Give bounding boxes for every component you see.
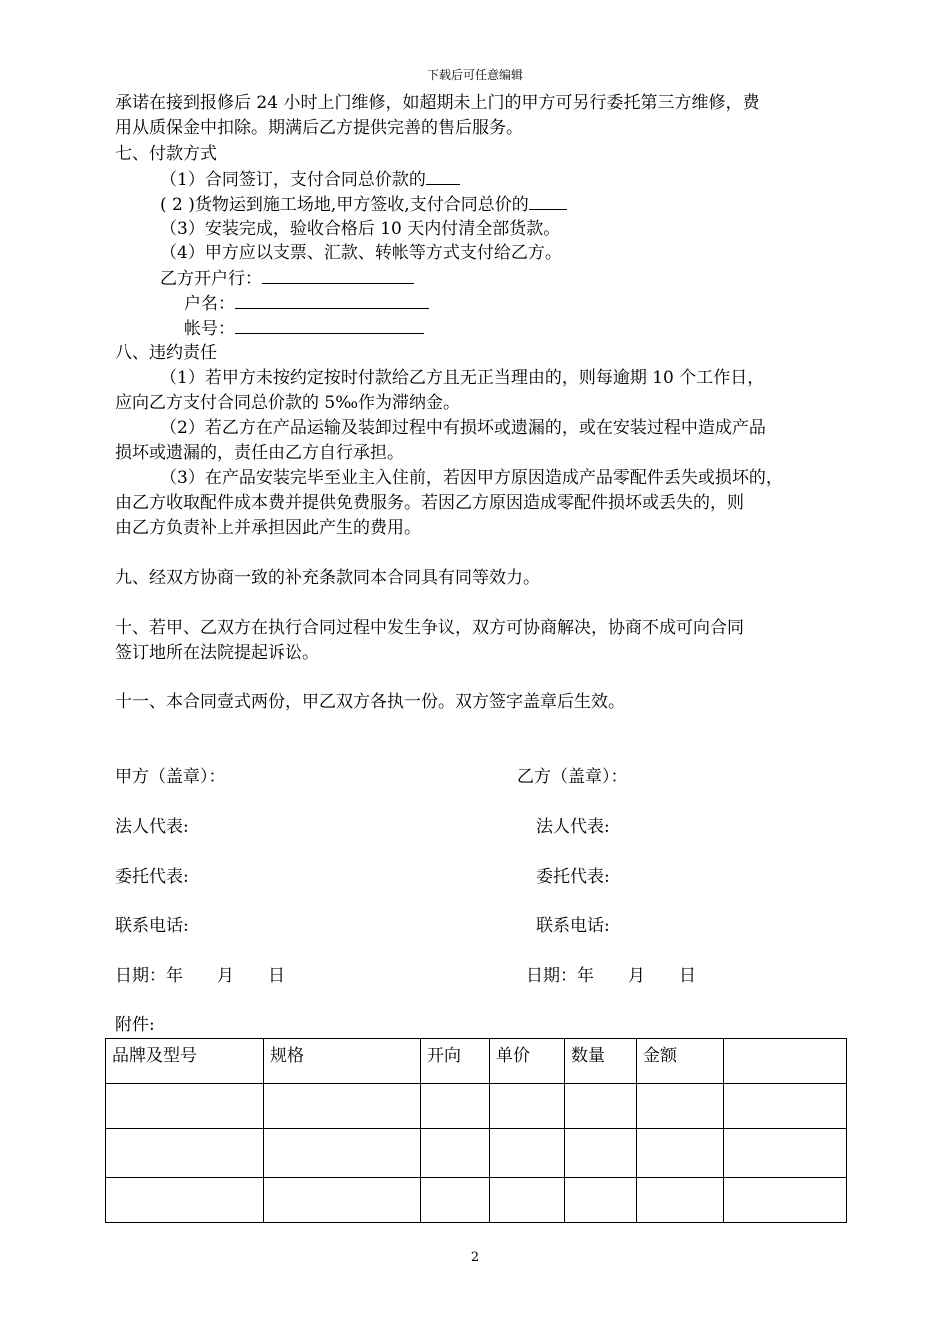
section-copies: 十一、本合同壹式两份，甲乙双方各执一份。双方签字盖章后生效。	[115, 692, 625, 712]
table-cell	[565, 1178, 637, 1223]
header-cell: 开向	[421, 1039, 490, 1084]
breach-item-1-cont: 应向乙方支付合同总价款的 5‰作为滞纳金。	[115, 393, 461, 413]
header-cell: 金额	[637, 1039, 724, 1084]
section-dispute-cont: 签订地所在法院提起诉讼。	[115, 643, 319, 663]
table-cell	[565, 1129, 637, 1178]
table-cell	[637, 1084, 724, 1129]
payment-item-2: ( 2 )货物运到施工场地,甲方签收,支付合同总价的	[160, 192, 567, 218]
section-dispute: 十、若甲、乙双方在执行合同过程中发生争议，双方可协商解决，协商不成可向合同	[115, 618, 744, 638]
table-cell	[421, 1178, 490, 1223]
header-cell: 品牌及型号	[106, 1039, 264, 1084]
header-cell	[724, 1039, 847, 1084]
table-cell	[724, 1084, 847, 1129]
account-number-field: 帐号：	[184, 316, 424, 342]
party-a-legal-rep: 法人代表:	[115, 817, 189, 837]
attachment-label: 附件:	[115, 1015, 155, 1035]
breach-item-3-cont: 由乙方收取配件成本费并提供免费服务。若因乙方原因造成零配件损坏或丢失的，则	[115, 493, 744, 513]
table-cell	[264, 1084, 421, 1129]
body-line: 用从质保金中扣除。期满后乙方提供完善的售后服务。	[115, 118, 523, 138]
account-name-field: 户名：	[184, 291, 429, 317]
breach-item-2: （2）若乙方在产品运输及装卸过程中有损坏或遗漏的，或在安装过程中造成产品	[160, 418, 766, 438]
header-cell: 规格	[264, 1039, 421, 1084]
breach-item-2-cont: 损坏或遗漏的，责任由乙方自行承担。	[115, 443, 404, 463]
table-cell	[724, 1129, 847, 1178]
table-cell	[490, 1129, 565, 1178]
breach-item-3-cont: 由乙方负责补上并承担因此产生的费用。	[115, 518, 421, 538]
table-cell	[264, 1129, 421, 1178]
table-cell	[421, 1129, 490, 1178]
payment-item-3: （3）安装完成，验收合格后 10 天内付清全部货款。	[160, 219, 561, 239]
table-row	[106, 1129, 847, 1178]
body-line: 承诺在接到报修后 24 小时上门维修，如超期未上门的甲方可另行委托第三方维修，费	[115, 93, 760, 113]
bank-field: 乙方开户行：	[160, 266, 414, 292]
header-cell: 单价	[490, 1039, 565, 1084]
table-header-row	[106, 1039, 847, 1084]
party-b-date: 日期：年 月 日	[526, 966, 696, 986]
table-row	[106, 1178, 847, 1223]
table-cell	[565, 1084, 637, 1129]
table-cell	[490, 1084, 565, 1129]
page-number: 2	[470, 1250, 480, 1265]
table-cell	[264, 1178, 421, 1223]
party-b-seal: 乙方（盖章）：	[517, 767, 628, 787]
table-cell	[421, 1084, 490, 1129]
section-supplement: 九、经双方协商一致的补充条款同本合同具有同等效力。	[115, 568, 540, 588]
header-cell: 数量	[565, 1039, 637, 1084]
party-b-phone: 联系电话:	[536, 916, 610, 936]
table-cell	[106, 1178, 264, 1223]
party-a-phone: 联系电话:	[115, 916, 189, 936]
attachment-table	[105, 1038, 847, 1223]
party-a-agent: 委托代表:	[115, 867, 189, 887]
party-a-date: 日期：年 月 日	[115, 966, 285, 986]
table-cell	[637, 1178, 724, 1223]
table-cell	[106, 1084, 264, 1129]
breach-item-1: （1）若甲方未按约定按时付款给乙方且无正当理由的，则每逾期 10 个工作日，	[160, 368, 765, 388]
table-cell	[724, 1178, 847, 1223]
table-row	[106, 1084, 847, 1129]
party-b-legal-rep: 法人代表:	[536, 817, 610, 837]
party-a-seal: 甲方（盖章）：	[115, 767, 226, 787]
party-b-agent: 委托代表:	[536, 867, 610, 887]
table-cell	[490, 1178, 565, 1223]
section-title-payment: 七、付款方式	[115, 144, 217, 164]
payment-item-1: （1）合同签订，支付合同总价款的	[160, 167, 460, 193]
payment-item-4: （4）甲方应以支票、汇款、转帐等方式支付给乙方。	[160, 243, 562, 263]
section-title-breach: 八、违约责任	[115, 343, 217, 363]
breach-item-3: （3）在产品安装完毕至业主入住前，若因甲方原因造成产品零配件丢失或损坏的，	[160, 468, 783, 488]
table-cell	[637, 1129, 724, 1178]
page-header: 下载后可任意编辑	[426, 68, 523, 82]
table-cell	[106, 1129, 264, 1178]
